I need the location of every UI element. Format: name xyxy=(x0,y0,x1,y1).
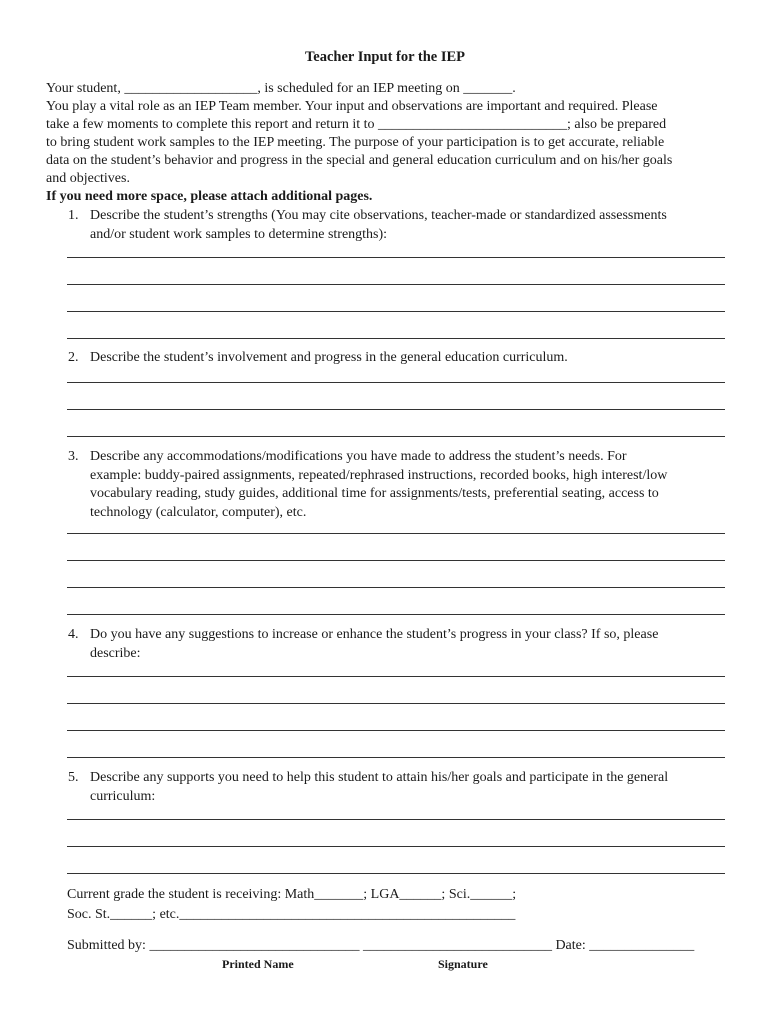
answer-line-q4[interactable] xyxy=(67,676,725,677)
question-text: Do you have any suggestions to increase or enhance the student’s progress in your class? If so, please xyxy=(90,627,659,642)
question-text: example: buddy-paired assignments, repeated/rephrased instructions, recorded books, high interest/low xyxy=(90,467,668,483)
question-text: Describe the student’s strengths (You may cite observations, teacher-made or standardized assessments xyxy=(90,208,667,223)
grade-line[interactable]: Current grade the student is receiving: Math_______; LGA______; Sci.______; xyxy=(67,887,517,902)
printed-name-label: Printed Name xyxy=(222,957,294,971)
answer-line-q5[interactable] xyxy=(67,819,725,820)
answer-line-q4[interactable] xyxy=(67,730,725,731)
question-text: curriculum: xyxy=(90,788,156,804)
question-number: 5. xyxy=(68,770,79,785)
grade-line[interactable]: Soc. St.______; etc.________________________________________________ xyxy=(67,907,516,922)
question-number: 4. xyxy=(68,627,79,642)
page-title: Teacher Input for the IEP xyxy=(304,49,466,65)
question-number: 2. xyxy=(68,350,79,365)
answer-line-q2[interactable] xyxy=(67,409,725,410)
question-text: and/or student work samples to determine strengths): xyxy=(90,226,388,242)
intro-line: data on the student’s behavior and progress in the special and general education curriculum and on his/her goals xyxy=(46,153,673,168)
question-text: Describe any supports you need to help this student to attain his/her goals and participate in the general xyxy=(90,770,669,785)
question-number: 3. xyxy=(68,449,79,464)
intro-line: take a few moments to complete this report and return it to ___________________________; also be prepared xyxy=(46,117,667,132)
question-2 xyxy=(68,349,728,368)
intro-line: Your student, ___________________, is scheduled for an IEP meeting on _______. xyxy=(46,81,516,96)
question-1 xyxy=(68,207,728,244)
intro-line: to bring student work samples to the IEP meeting. The purpose of your participation is to get accurate, reliable xyxy=(46,135,665,150)
grade-section xyxy=(67,885,516,925)
signature-label: Signature xyxy=(438,957,488,971)
question-5 xyxy=(68,769,728,806)
question-number: 1. xyxy=(68,208,79,223)
answer-line-q3[interactable] xyxy=(67,614,725,615)
question-4 xyxy=(68,626,728,663)
submitted-by-line[interactable]: Submitted by: ______________________________ ___________________________ Date: _______________ xyxy=(67,938,695,953)
answer-line-q4[interactable] xyxy=(67,757,725,758)
intro-line: and objectives. xyxy=(46,171,130,186)
question-text: Describe any accommodations/modifications you have made to address the student’s needs. For xyxy=(90,449,627,464)
answer-line-q2[interactable] xyxy=(67,382,725,383)
answer-line-q1[interactable] xyxy=(67,257,725,258)
answer-line-q1[interactable] xyxy=(67,338,725,339)
question-text: Describe the student’s involvement and progress in the general education curriculum. xyxy=(90,350,568,365)
intro-paragraph xyxy=(46,80,736,206)
question-3 xyxy=(68,448,728,522)
answer-line-q2[interactable] xyxy=(67,436,725,437)
answer-line-q1[interactable] xyxy=(67,311,725,312)
answer-line-q1[interactable] xyxy=(67,284,725,285)
answer-line-q5[interactable] xyxy=(67,873,725,874)
question-text: describe: xyxy=(90,645,141,661)
answer-line-q3[interactable] xyxy=(67,533,725,534)
intro-line: You play a vital role as an IEP Team member. Your input and observations are important and required. Please xyxy=(46,99,658,114)
answer-line-q3[interactable] xyxy=(67,587,725,588)
question-text: technology (calculator, computer), etc. xyxy=(90,504,307,520)
answer-line-q4[interactable] xyxy=(67,703,725,704)
answer-line-q3[interactable] xyxy=(67,560,725,561)
question-text: vocabulary reading, study guides, additional time for assignments/tests, preferential seating, access to xyxy=(90,486,659,501)
answer-line-q5[interactable] xyxy=(67,846,725,847)
space-note: If you need more space, please attach additional pages. xyxy=(46,189,373,204)
